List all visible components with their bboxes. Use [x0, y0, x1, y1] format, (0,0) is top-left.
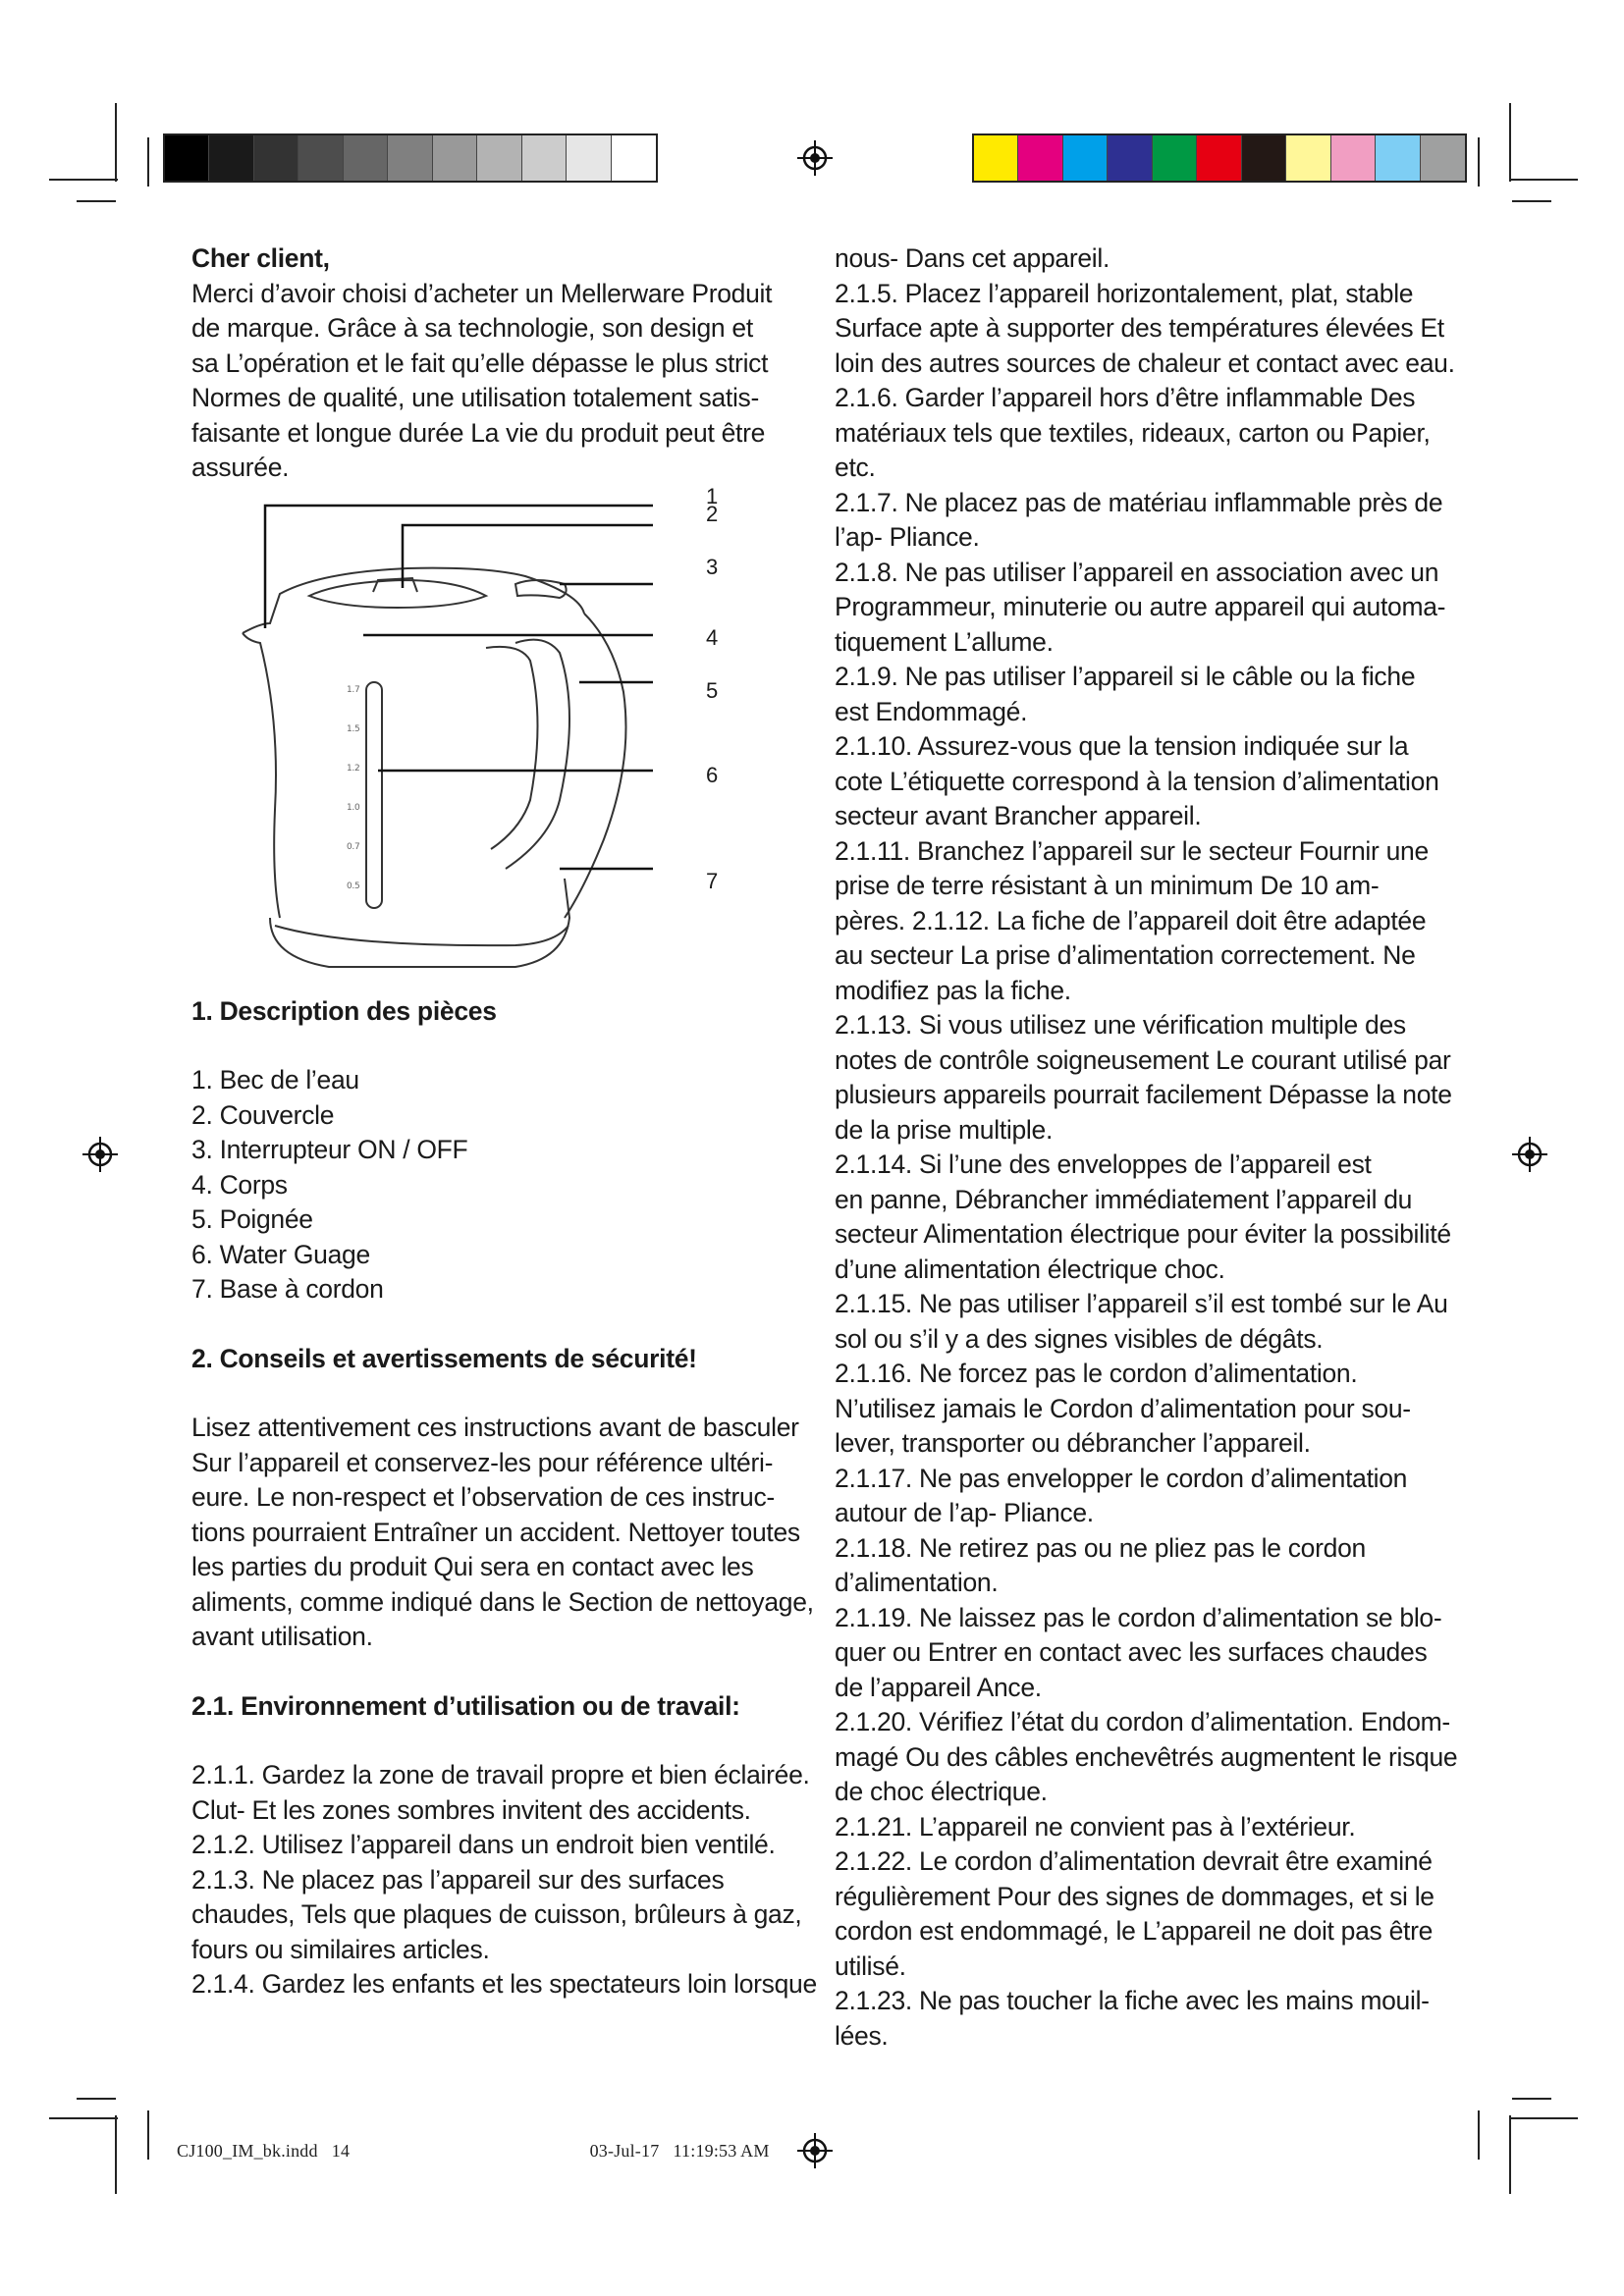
text-line: 2.1.19. Ne laissez pas le cordon d’alimentation se blo-	[835, 1602, 1442, 1632]
color-swatch	[254, 135, 298, 181]
text-line: de choc électrique.	[835, 1777, 1048, 1806]
color-swatch	[1108, 135, 1152, 181]
callout-label: 6	[706, 762, 718, 787]
list-item: 3. Interrupteur ON / OFF	[191, 1135, 468, 1164]
text-line: 2.1.14. Si l’une des enveloppes de l’appareil est	[835, 1149, 1372, 1179]
svg-text:1.0: 1.0	[347, 802, 360, 813]
text-line: Programmeur, minuterie ou autre appareil qui automa-	[835, 592, 1446, 621]
text-line: prise de terre résistant à un minimum De 10 am-	[835, 871, 1380, 900]
right-column	[835, 241, 1463, 2054]
color-swatch	[209, 135, 253, 181]
registration-mark-icon	[1512, 1137, 1547, 1172]
text-line: 2.1.17. Ne pas envelopper le cordon d’alimentation	[835, 1463, 1408, 1493]
text-line: 2.1.13. Si vous utilisez une vérification multiple des	[835, 1010, 1406, 1040]
text-line: nous- Dans cet appareil.	[835, 243, 1110, 273]
color-swatch	[522, 135, 567, 181]
file-slug: CJ100_IM_bk.indd 14 03-Jul-17 11:19:53 AM	[177, 2141, 770, 2161]
text-line: Normes de qualité, une utilisation totalement satis-	[191, 383, 760, 412]
text-line: régulièrement Pour des signes de dommages, et si le	[835, 1881, 1435, 1911]
text-line: Sur l’appareil et conservez-les pour référence ultéri-	[191, 1447, 774, 1477]
list-item: 5. Poignée	[191, 1204, 313, 1234]
callout-label: 5	[706, 677, 718, 703]
kettle-diagram	[231, 483, 761, 996]
text-line: Clut- Et les zones sombres invitent des accidents.	[191, 1794, 751, 1825]
registration-mark-icon	[797, 2133, 833, 2168]
text-line: loin des autres sources de chaleur et contact avec eau.	[835, 347, 1455, 378]
text-line: etc.	[835, 453, 876, 482]
color-swatch	[1286, 135, 1330, 181]
svg-text:0.5: 0.5	[347, 881, 360, 891]
color-swatch	[1197, 135, 1241, 181]
color-swatch	[567, 135, 611, 181]
text-line: 2.1.10. Assurez-vous que la tension indiquée sur la	[835, 731, 1409, 761]
callout-label: 4	[706, 624, 718, 650]
crop-mark	[1509, 2115, 1511, 2194]
intro-paragraph	[191, 277, 820, 486]
text-line: tions pourraient Entraîner un accident. Nettoyer toutes	[191, 1517, 800, 1547]
parts-list	[191, 1063, 820, 1308]
color-swatch	[344, 135, 388, 181]
crop-mark	[1512, 200, 1551, 202]
list-item: 4. Corps	[191, 1169, 288, 1200]
text-line: 2.1.22. Le cordon d’alimentation devrait être examiné	[835, 1846, 1433, 1876]
crop-mark	[115, 103, 117, 182]
crop-mark	[1512, 2098, 1551, 2100]
text-line: eure. Le non-respect et l’observation de ces instruc-	[191, 1482, 775, 1512]
text-line: Surface apte à supporter des températures élevées Et	[835, 313, 1444, 343]
text-line: 2.1.6. Garder l’appareil hors d’être inflammable Des	[835, 383, 1416, 412]
text-line: Lisez attentivement ces instructions avant de basculer	[191, 1413, 799, 1442]
list-item: 6. Water Guage	[191, 1239, 370, 1269]
text-line: l’ap- Pliance.	[835, 522, 980, 552]
color-swatch	[1063, 135, 1108, 181]
crop-mark	[1478, 2110, 1480, 2160]
text-line: 2.1.15. Ne pas utiliser l’appareil s’il est tombé sur le Au	[835, 1289, 1448, 1318]
crop-mark	[49, 179, 118, 181]
crop-mark	[147, 2110, 149, 2160]
text-line: modifiez pas la fiche.	[835, 975, 1071, 1005]
text-line: de marque. Grâce à sa technologie, son design et	[191, 313, 753, 343]
text-line: secteur Alimentation électrique pour éviter la possibilité	[835, 1219, 1451, 1249]
text-line: magé Ou des câbles enchevêtrés augmentent le risque	[835, 1741, 1458, 1772]
color-swatch	[477, 135, 521, 181]
crop-mark	[1509, 103, 1511, 182]
color-swatch	[612, 135, 656, 181]
text-line: matériaux tels que textiles, rideaux, carton ou Papier,	[835, 417, 1431, 448]
text-line: sa L’opération et le fait qu’elle dépasse le plus strict	[191, 347, 769, 378]
list-item: 2. Couvercle	[191, 1099, 335, 1130]
text-line: 2.1.21. L’appareil ne convient pas à l’extérieur.	[835, 1811, 1356, 1842]
text-line: Merci d’avoir choisi d’acheter un Mellerware Produit	[191, 278, 773, 308]
crop-mark	[115, 2115, 117, 2194]
text-line: en panne, Débrancher immédiatement l’appareil du	[835, 1184, 1413, 1214]
text-line: utilisé.	[835, 1950, 906, 1981]
color-swatch	[1421, 135, 1465, 181]
text-line: 2.1.1. Gardez la zone de travail propre et bien éclairée.	[191, 1760, 810, 1789]
text-line: 2.1.3. Ne placez pas l’appareil sur des surfaces	[191, 1864, 725, 1895]
text-line: 2.1.7. Ne placez pas de matériau inflammable près de	[835, 487, 1443, 517]
section-title-safety: 2. Conseils et avertissements de sécurité!	[191, 1343, 697, 1373]
text-line: les parties du produit Qui sera en contact avec les	[191, 1552, 754, 1581]
text-line: quer ou Entrer en contact avec les surfaces chaudes	[835, 1637, 1428, 1667]
environment-paragraph	[191, 1758, 820, 2002]
text-line: de l’appareil Ance.	[835, 1672, 1042, 1702]
text-line: sol ou s’il y a des signes visibles de dégâts.	[835, 1323, 1324, 1354]
text-line: 2.1.20. Vérifiez l’état du cordon d’alimentation. Endom-	[835, 1707, 1450, 1736]
crop-mark	[49, 2117, 118, 2119]
list-item: 1. Bec de l’eau	[191, 1065, 359, 1095]
color-swatch	[1331, 135, 1376, 181]
color-swatch	[433, 135, 477, 181]
color-swatch	[1153, 135, 1197, 181]
text-line: de la prise multiple.	[835, 1114, 1054, 1145]
color-swatch	[1018, 135, 1062, 181]
callout-label: 7	[706, 868, 718, 893]
text-line: 2.1.5. Placez l’appareil horizontalement, plat, stable	[835, 278, 1414, 308]
text-line: avant utilisation.	[191, 1622, 373, 1651]
text-line: aliments, comme indiqué dans le Section de nettoyage,	[191, 1586, 814, 1617]
text-line: lever, transporter ou débrancher l’appareil.	[835, 1428, 1311, 1458]
text-line: 2.1.11. Branchez l’appareil sur le secteur Fournir une	[835, 835, 1429, 866]
text-line: secteur avant Brancher appareil.	[835, 801, 1202, 830]
svg-text:0.7: 0.7	[347, 841, 360, 852]
registration-mark-icon	[82, 1137, 118, 1172]
text-line: cote L’étiquette correspond à la tension d’alimentation	[835, 766, 1439, 796]
safety-paragraph	[191, 1411, 820, 1655]
section-title-environment: 2.1. Environnement d’utilisation ou de travail:	[191, 1690, 740, 1721]
text-line: fours ou similaires articles.	[191, 1934, 490, 1964]
greeting: Cher client,	[191, 243, 330, 273]
text-line: 2.1.16. Ne forcez pas le cordon d’alimentation.	[835, 1359, 1358, 1388]
text-line: cordon est endommagé, le L’appareil ne doit pas être	[835, 1916, 1434, 1946]
color-swatch	[1242, 135, 1286, 181]
crop-mark	[1478, 137, 1480, 187]
left-column	[191, 241, 820, 2002]
svg-text:1.2: 1.2	[347, 763, 360, 774]
text-line: N’utilisez jamais le Cordon d’alimentation pour sou-	[835, 1393, 1411, 1423]
list-item: 7. Base à cordon	[191, 1274, 384, 1304]
text-line: 2.1.8. Ne pas utiliser l’appareil en association avec un	[835, 557, 1439, 587]
kettle-illustration	[191, 483, 722, 996]
callout-label: 3	[706, 554, 718, 579]
text-line: lées.	[835, 2020, 889, 2051]
text-line: d’une alimentation électrique choc.	[835, 1254, 1225, 1284]
crop-mark	[1509, 2117, 1578, 2119]
text-line: 2.1.23. Ne pas toucher la fiche avec les mains mouil-	[835, 1986, 1430, 2015]
text-line: pères. 2.1.12. La fiche de l’appareil doit être adaptée	[835, 905, 1427, 935]
process-color-bar	[972, 133, 1467, 183]
text-line: faisante et longue durée La vie du produit peut être	[191, 417, 766, 448]
grayscale-color-bar	[163, 133, 658, 183]
svg-text:1.5: 1.5	[347, 723, 360, 734]
text-line: notes de contrôle soigneusement Le courant utilisé par	[835, 1044, 1451, 1075]
text-line: assurée.	[191, 453, 290, 482]
crop-mark	[77, 200, 116, 202]
text-line: autour de l’ap- Pliance.	[835, 1498, 1094, 1527]
color-swatch	[388, 135, 432, 181]
text-line: est Endommagé.	[835, 696, 1028, 726]
color-swatch	[298, 135, 343, 181]
registration-mark-icon	[797, 140, 833, 176]
callout-label: 2	[706, 501, 718, 526]
crop-mark	[147, 137, 149, 187]
text-line: chaudes, Tels que plaques de cuisson, brûleurs à gaz,	[191, 1899, 802, 1929]
text-line: 2.1.4. Gardez les enfants et les spectateurs loin lorsque	[191, 1969, 817, 1999]
color-swatch	[974, 135, 1018, 181]
text-line: 2.1.9. Ne pas utiliser l’appareil si le câble ou la fiche	[835, 662, 1416, 691]
color-swatch	[165, 135, 209, 181]
text-line: plusieurs appareils pourrait facilement Dépasse la note	[835, 1080, 1452, 1109]
text-line: au secteur La prise d’alimentation correctement. Ne	[835, 940, 1416, 970]
text-line: tiquement L’allume.	[835, 626, 1054, 657]
crop-mark	[77, 2098, 116, 2100]
crop-mark	[1509, 179, 1578, 181]
text-line: d’alimentation.	[835, 1568, 999, 1597]
section-title-description: 1. Description des pièces	[191, 995, 497, 1026]
text-line: 2.1.2. Utilisez l’appareil dans un endroit bien ventilé.	[191, 1830, 776, 1859]
text-line: 2.1.18. Ne retirez pas ou ne pliez pas le cordon	[835, 1532, 1366, 1563]
color-swatch	[1376, 135, 1420, 181]
svg-text:1.7: 1.7	[347, 684, 360, 695]
callout-label: 1	[706, 483, 718, 508]
